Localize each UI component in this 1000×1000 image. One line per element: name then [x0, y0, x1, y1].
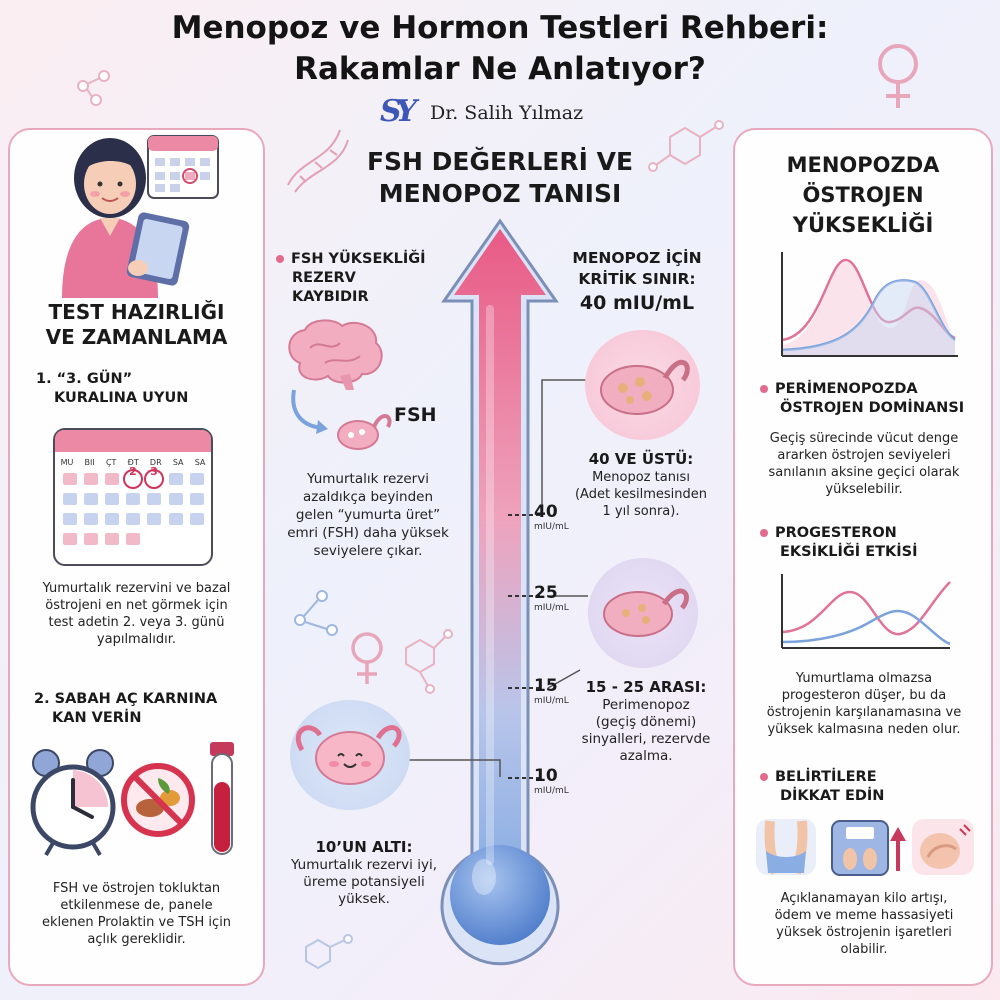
test-prep-title-line1: TEST HAZIRLIĞI: [48, 300, 225, 324]
symptoms-text-line2: ödem ve meme hassasiyeti: [774, 908, 954, 923]
calendar-day-1: BII: [84, 458, 95, 467]
estrogen-dominance-title-line1: [760, 380, 990, 399]
estrogen-title-line3: YÜKSEKLİĞİ: [792, 213, 934, 237]
symptoms-title-line1: [760, 768, 980, 787]
tick-40-unit: mIU/mL: [534, 522, 569, 532]
step1-text-line1: Yumurtalık rezervini ve bazal: [42, 581, 231, 596]
step2-text-line3: eklenen Prolaktin ve TSH için: [41, 915, 232, 930]
tick-25-unit: mIU/mL: [534, 603, 569, 613]
estrogen-title: [740, 150, 986, 240]
symptoms-text-line4: olabilir.: [840, 942, 888, 957]
step1-text-line3: test adetin 2. veya 3. günü: [48, 615, 225, 630]
calendar-day-4: DR: [149, 458, 162, 467]
calendar-mark-2: 2: [129, 465, 137, 478]
no-food-icon: [118, 760, 198, 840]
step2-text-line2: etkilenmese de, panele: [60, 898, 213, 913]
progesterone-curve-illustration: [780, 572, 952, 652]
molecule-icon: [306, 935, 352, 968]
progesterone-text-line4: yüksek kalmasına neden olur.: [767, 722, 961, 737]
progesterone-title-line1: [760, 524, 990, 543]
critical-limit-line3: 40 mIU/mL: [579, 292, 695, 314]
symptoms-title-text1: BELİRTİLERE: [775, 769, 877, 785]
bullet-dot: [760, 529, 768, 537]
step1-title-line2: KURALINA UYUN: [54, 390, 189, 406]
step1-title-line1: 1. “3. GÜN”: [36, 371, 133, 387]
range-10-block: [264, 838, 464, 908]
bullet-dot: [760, 385, 768, 393]
calendar-day-6: SA: [194, 458, 206, 467]
nurse-illustration: [40, 118, 240, 298]
range-15-25-line3: sinyalleri, rezervde: [581, 731, 711, 747]
center-title-line1: FSH DEĞERLERİ VE: [366, 147, 634, 176]
blood-tube-icon: [205, 742, 239, 860]
bullet-dot: [276, 255, 284, 263]
step2-title-line1: 2. SABAH AÇ KARNINA: [34, 691, 218, 707]
brain-icon: [280, 318, 390, 394]
author-logo: [376, 96, 636, 130]
molecule-icon: [295, 591, 337, 635]
page-title: [0, 8, 1000, 90]
test-prep-title-line2: VE ZAMANLAMA: [45, 325, 228, 349]
step1-title: [36, 370, 246, 408]
estrogen-title-line2: ÖSTROJEN: [802, 183, 924, 207]
logo-mark: SY: [380, 94, 412, 129]
progesterone-title: [760, 524, 990, 562]
calendar-grid: [55, 469, 211, 569]
calendar-day-5: SA: [172, 458, 184, 467]
calendar-day-0: MU: [60, 458, 74, 467]
scale-icon: [832, 821, 888, 875]
fsh-reserve-title-line2: REZERV: [292, 270, 356, 286]
calendar-mark-3: 3: [150, 465, 158, 478]
ovary-icon: [290, 700, 410, 810]
fsh-text-line1: Yumurtalık rezervi: [307, 471, 429, 487]
step2-title-line2: KAN VERİN: [52, 710, 142, 726]
tick-15-value: 15: [534, 676, 558, 696]
fsh-text-line3: gelen “yumurta üret”: [295, 507, 441, 523]
step2-text: [16, 880, 257, 948]
progesterone-title-line2: EKSİKLİĞİ ETKİSİ: [780, 544, 918, 560]
page-title-line1: Menopoz ve Hormon Testleri Rehberi:: [171, 10, 829, 46]
range-40-block: [556, 450, 726, 520]
critical-limit-title: [552, 248, 722, 316]
bullet-dot: [760, 773, 768, 781]
center-section-title: [280, 146, 720, 210]
center-title-line2: MENOPOZ TANISI: [378, 179, 622, 208]
ovary-icon: [585, 330, 700, 440]
range-10-line2: üreme potansiyeli: [303, 874, 425, 890]
female-symbol-icon: [353, 634, 381, 684]
progesterone-text-line1: Yumurtlama olmazsa: [795, 671, 933, 686]
range-40-line1: Menopoz tanısı: [592, 470, 690, 485]
range-15-25-block: [556, 678, 736, 765]
fsh-text-line4: emri (FSH) daha yüksek: [287, 525, 449, 541]
estrogen-dominance-title-text1: PERİMENOPOZDA: [775, 381, 918, 397]
range-10-title: 10’UN ALTI:: [315, 838, 413, 856]
estrogen-dominance-title-line2: ÖSTROJEN DOMİNANSI: [780, 400, 965, 416]
tick-25-value: 25: [534, 583, 558, 603]
fsh-text-line2: azaldıkça beyinden: [302, 489, 434, 505]
ovary-icon: [326, 405, 396, 455]
body-weight-icon: [756, 819, 816, 875]
up-arrow-icon: [890, 827, 906, 871]
range-15-25-line1: Perimenopoz: [602, 697, 690, 713]
fsh-reserve-title-line3: KAYBIDIR: [292, 289, 369, 305]
page-title-line2: Rakamlar Ne Anlatıyor?: [294, 51, 706, 87]
tick-25: [534, 583, 569, 613]
alarm-clock-icon: [28, 745, 118, 863]
fsh-label: FSH: [394, 404, 437, 426]
calendar-day-3: ÐT: [127, 458, 139, 467]
estrogen-dominance-title: [760, 380, 990, 418]
symptoms-text-line1: Açıklanamayan kilo artışı,: [780, 891, 948, 906]
step1-text-line2: östrojeni en net görmek için: [45, 598, 228, 613]
estrogen-dominance-text-line3: sanılanın aksine geçici olarak: [768, 465, 960, 480]
ovary-perimenopause-illustration: [588, 558, 698, 668]
range-40-line2: (Adet kesilmesinden: [574, 487, 708, 502]
step1-text-line4: yapılmalıdır.: [96, 632, 177, 647]
estrogen-dominance-text: [740, 430, 988, 498]
ovary-menopause-illustration: [585, 330, 700, 440]
tick-10-unit: mIU/mL: [534, 786, 569, 796]
critical-limit-line2: KRİTİK SINIR:: [578, 270, 696, 288]
range-15-25-line4: azalma.: [619, 748, 673, 764]
tick-40-value: 40: [534, 502, 558, 522]
tick-10: [534, 766, 569, 796]
range-10-line1: Yumurtalık rezervi iyi,: [290, 857, 437, 873]
progesterone-title-text1: PROGESTERON: [775, 525, 897, 541]
happy-ovary-illustration: [290, 700, 410, 810]
progesterone-text-line3: östrojenin karşılanamasına ve: [766, 705, 962, 720]
breast-tenderness-icon: [912, 819, 974, 875]
test-prep-title: [14, 300, 259, 350]
calendar-header-bar: [55, 430, 211, 452]
step2-text-line1: FSH ve östrojen tokluktan: [52, 881, 221, 896]
step2-title: [34, 690, 259, 728]
step2-text-line4: açlık gereklidir.: [87, 932, 186, 947]
tick-10-value: 10: [534, 766, 558, 786]
ovary-icon: [588, 558, 698, 668]
symptoms-title: [760, 768, 980, 806]
symptoms-text: [740, 890, 988, 958]
critical-limit-line1: MENOPOZ İÇİN: [572, 249, 702, 267]
fsh-text-line5: seviyelere çıkar.: [313, 543, 423, 559]
estrogen-title-line1: MENOPOZDA: [786, 153, 940, 177]
tick-15-unit: mIU/mL: [534, 696, 569, 706]
range-40-title: 40 VE ÜSTÜ:: [588, 450, 694, 468]
progesterone-text: [740, 670, 988, 738]
range-40-line3: 1 yıl sonra).: [602, 504, 680, 519]
symptom-icons: [752, 815, 977, 880]
calendar-icon: [53, 428, 213, 566]
calendar-day-2: ÇT: [105, 458, 117, 467]
estrogen-dominance-text-line4: yükselebilir.: [825, 482, 903, 497]
estrogen-curve-illustration: [780, 250, 960, 358]
range-15-25-line2: (geçiş dönemi): [595, 714, 697, 730]
range-10-line3: yüksek.: [338, 891, 390, 907]
estrogen-dominance-text-line2: ararken östrojen seviyeleri: [777, 448, 951, 463]
progesterone-text-line2: progesteron düşer, bu da: [781, 688, 947, 703]
range-15-25-title: 15 - 25 ARASI:: [585, 678, 707, 696]
logo-text: Dr. Salih Yılmaz: [430, 102, 584, 124]
step1-text: [16, 580, 257, 648]
symptoms-text-line3: yüksek östrojenin işaretleri: [776, 925, 952, 940]
symptoms-title-line2: DİKKAT EDİN: [780, 788, 885, 804]
fsh-reserve-title-text1: FSH YÜKSEKLİĞİ: [291, 251, 426, 267]
estrogen-dominance-text-line1: Geçiş sürecinde vücut denge: [769, 431, 959, 446]
